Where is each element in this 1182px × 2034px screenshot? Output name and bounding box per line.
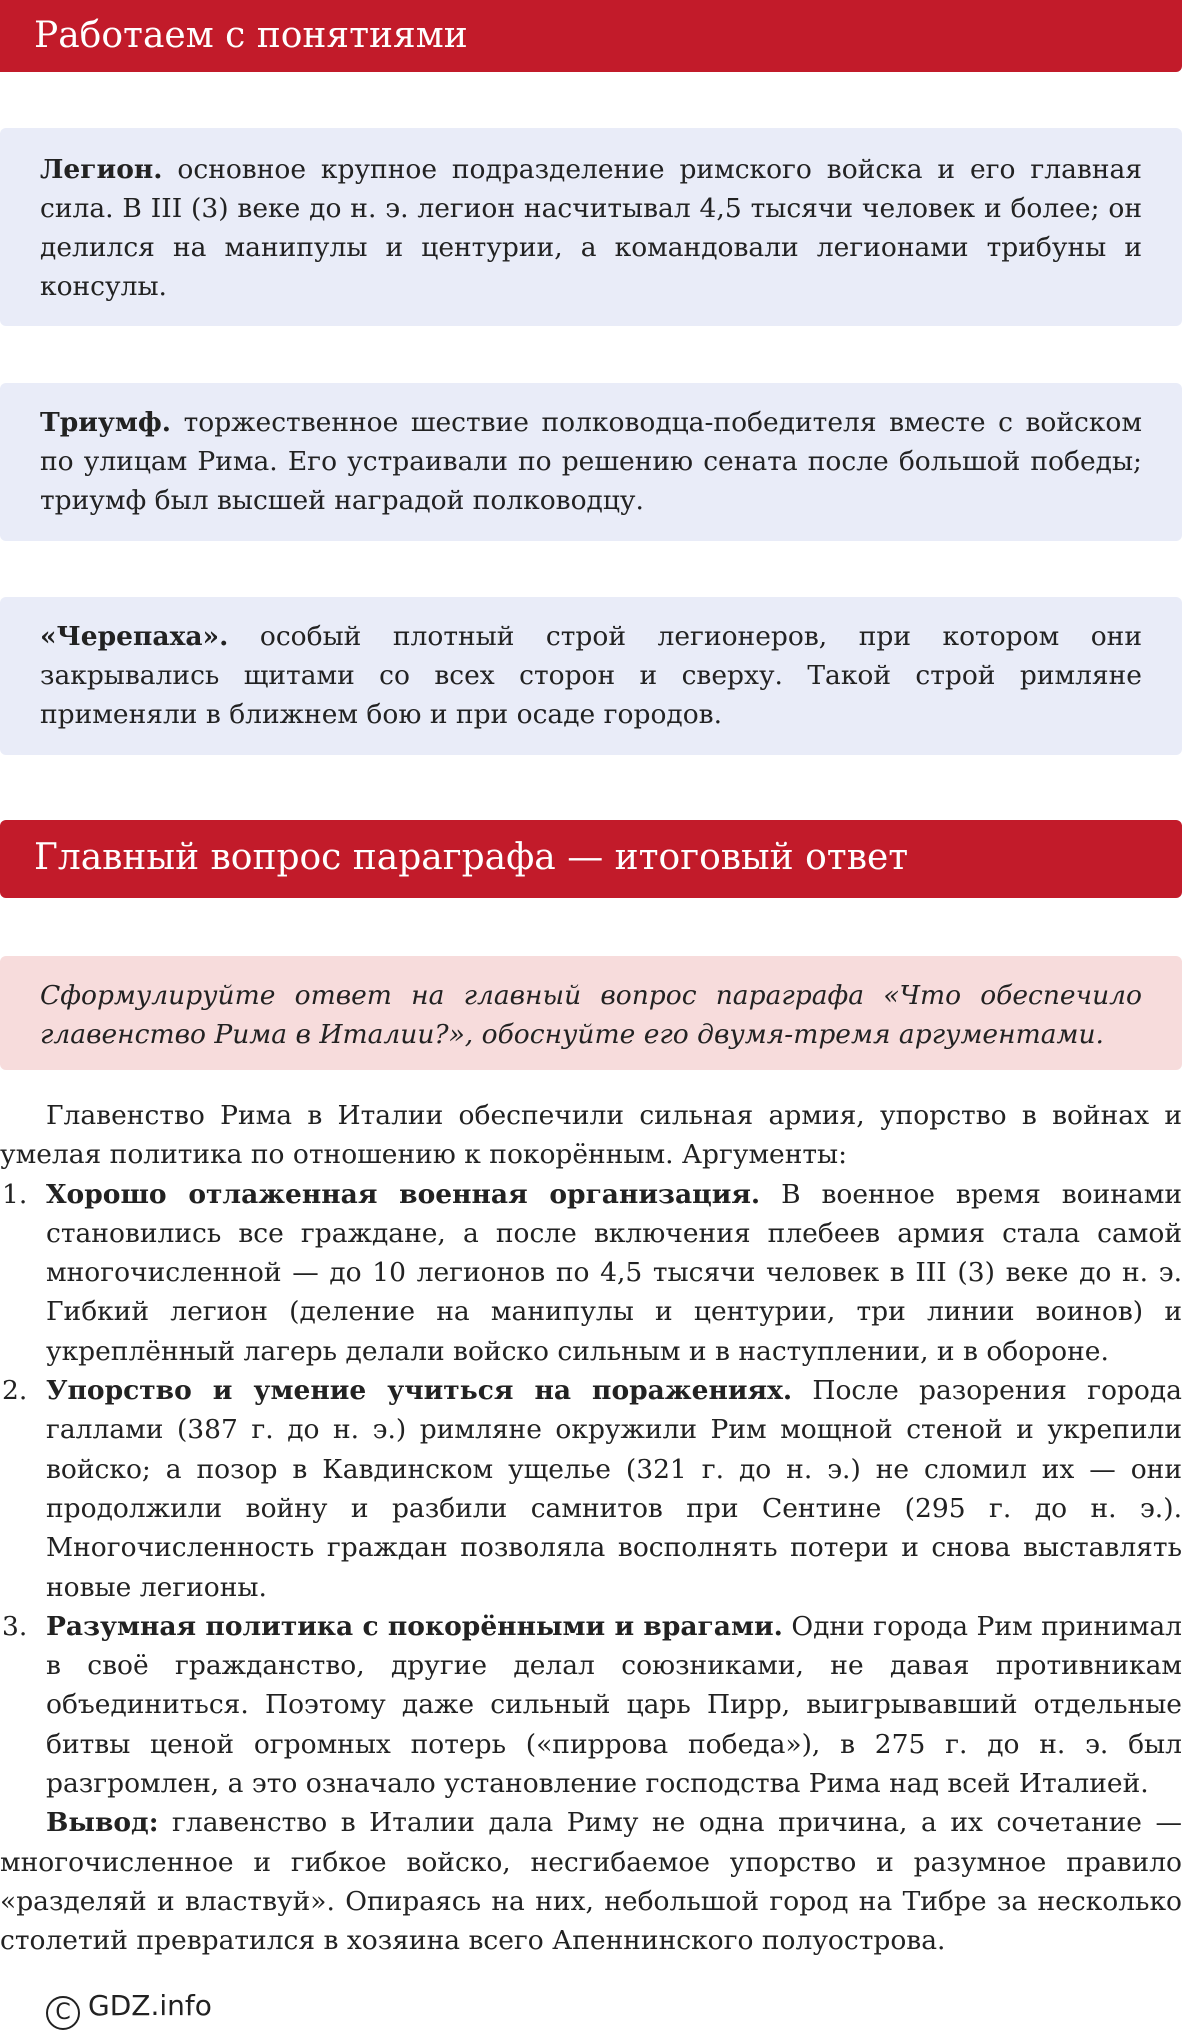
argument-list [0, 1175, 1182, 1804]
task-prompt: Сформулируйте ответ на главный вопрос параграфа «Что обеспечило главенство Рима в Италии?», обоснуйте его двумя-тремя аргументами. [0, 956, 1182, 1070]
answer-conclusion [0, 1803, 1182, 1960]
argument-number: 2. [2, 1375, 28, 1407]
argument-item [0, 1607, 1182, 1803]
answer-body [0, 1096, 1182, 1961]
argument-item [0, 1371, 1182, 1607]
copyright-icon: C [46, 1996, 80, 2030]
concepts-section-title: Работаем с понятиями [0, 0, 1182, 72]
argument-item [0, 1175, 1182, 1371]
argument-lead: Хорошо отлаженная военная организация. [46, 1178, 761, 1210]
argument-lead: Разумная политика с покорёнными и врагами. [46, 1610, 783, 1642]
footer-credit [46, 1988, 212, 2030]
concept-definition: особый плотный строй легионеров, при котором они закрывались щитами со всех сторон и сверху. Такой строй римляне применяли в ближнем бою и при осаде городов. [40, 621, 1142, 730]
conclusion-text: главенство в Италии дала Риму не одна причина, а их сочетание — многочисленное и гибкое войско, несгибаемое упорство и разумное правило «разделяй и властвуй». Опираясь на них, небольшой город на Тибре за несколько столетий превратился в хозяина всего Апеннинского полуострова. [0, 1807, 1182, 1957]
argument-text: После разорения города галлами (387 г. до н. э.) римляне окружили Рим мощной стеной и укрепили войско; а позор в Кавдинском ущелье (321 г. до н. э.) не сломил их — они продолжили войну и разбили самнитов при Сентине (295 г. до н. э.). Многочисленность граждан позволяла восполнять потери и снова выставлять новые легионы. [46, 1375, 1182, 1603]
concept-definition: торжественное шествие полководца-победителя вместе с войском по улицам Рима. Его устраивали по решению сената после большой победы; триумф был высшей наградой полководцу. [40, 407, 1142, 516]
argument-text: В военное время воинами становились все граждане, а после включения плебеев армия стала самой многочисленной — до 10 легионов по 4,5 тысячи человек в III (3) веке до н. э. Гибкий легион (деление на манипулы и центурии, три линии воинов) и укреплённый лагерь делали войско сильным и в наступлении, и в обороне. [46, 1178, 1182, 1367]
conclusion-lead: Вывод: [46, 1807, 159, 1839]
argument-number: 1. [2, 1178, 28, 1210]
argument-lead: Упорство и умение учиться на поражениях. [46, 1375, 793, 1407]
argument-number: 3. [2, 1610, 28, 1642]
concept-card-legion [0, 128, 1182, 326]
concept-term: Триумф. [40, 407, 172, 438]
concept-card-turtle [0, 597, 1182, 755]
concept-card-triumph [0, 383, 1182, 541]
argument-text: Одни города Рим принимал в своё гражданство, другие делал союзниками, не давая противникам объединиться. Поэтому даже сильный царь Пирр, выигрывавший отдельные битвы ценой огромных потерь («пиррова победа»), в 275 г. до н. э. был разгромлен, а это означало установление господства Рима над всей Италией. [46, 1610, 1182, 1800]
concept-term: Легион. [40, 154, 163, 185]
site-name: GDZ.info [88, 1989, 212, 2022]
concept-term: «Черепаха». [40, 621, 229, 652]
concept-definition: основное крупное подразделение римского войска и его главная сила. В III (3) веке до н. э. легион насчитывал 4,5 тысячи человек и более; он делился на манипулы и центурии, а командовали легионами трибуны и консулы. [40, 154, 1142, 302]
answer-section-title: Главный вопрос параграфа — итоговый ответ [0, 820, 1182, 898]
answer-intro: Главенство Рима в Италии обеспечили сильная армия, упорство в войнах и умелая политика по отношению к покорённым. Аргументы: [0, 1100, 1182, 1171]
